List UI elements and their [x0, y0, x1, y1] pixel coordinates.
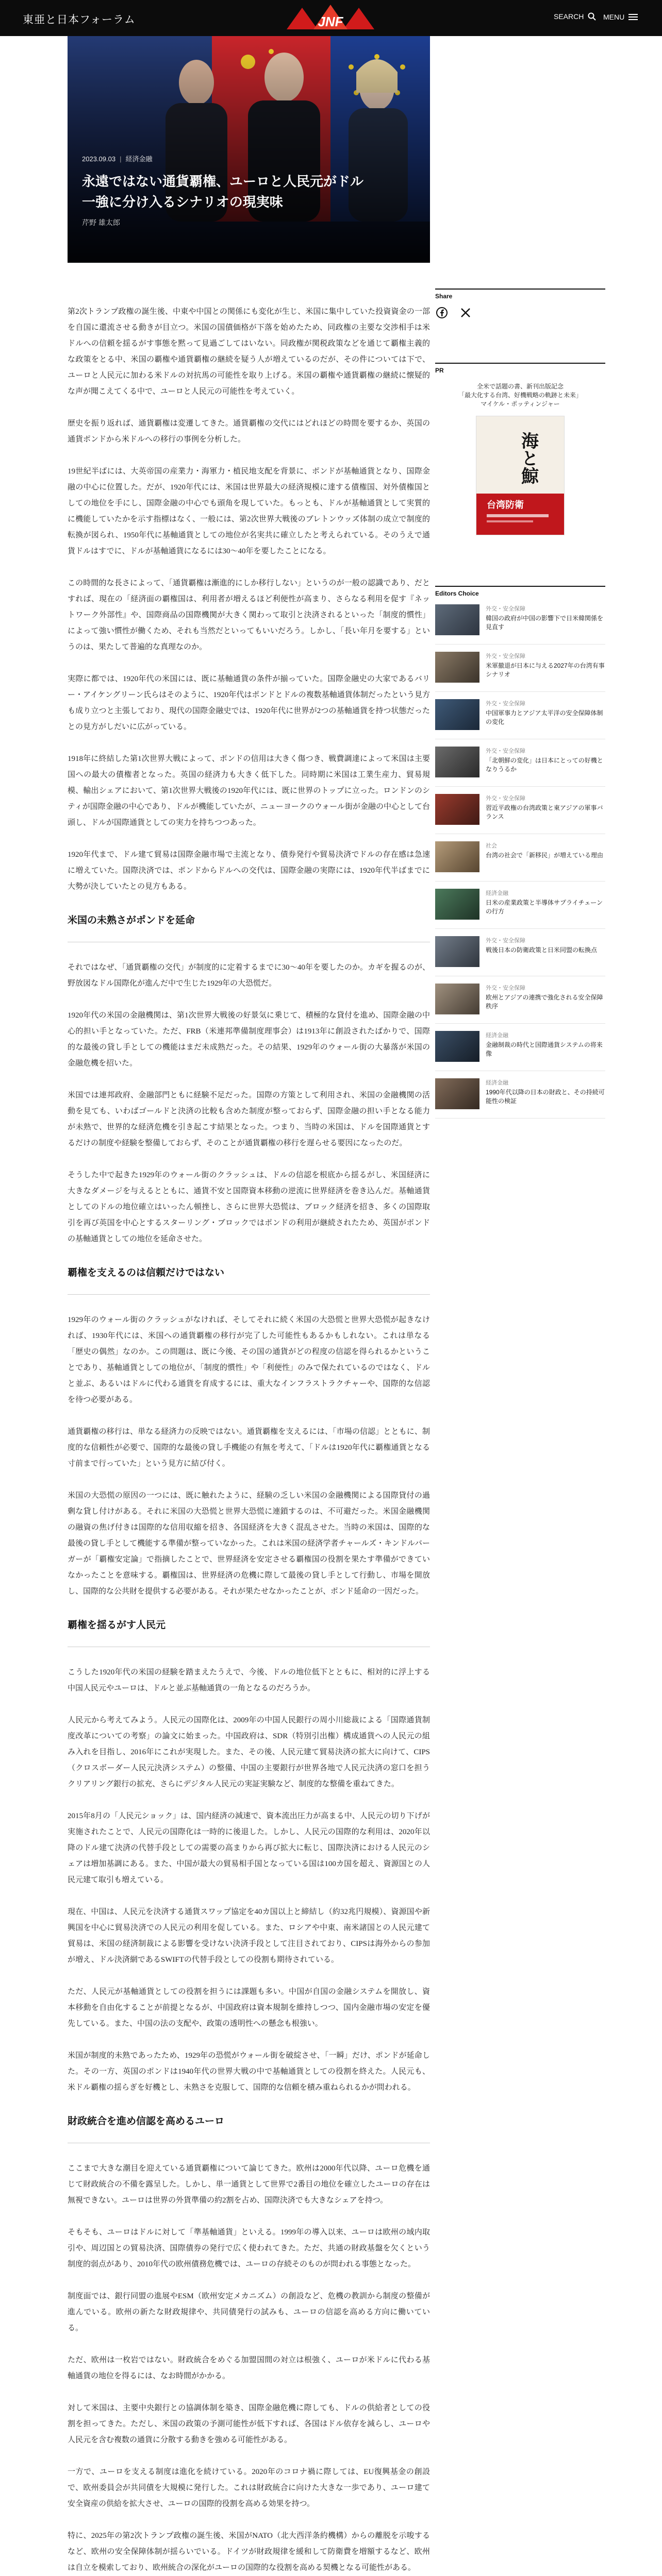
list-item[interactable] — [435, 929, 605, 976]
list-item-category: 社会 — [486, 843, 497, 849]
list-item-title: 米軍撤退が日本に与える2027年の台湾有事シナリオ — [486, 662, 605, 678]
paragraph: 人民元から考えてみよう。人民元の国際化は、2009年の中国人民銀行の周小川総裁による「国際通貨制度改革についての考察」の論文に始まった。中国政府は、SDR（特別引出権）構成通貨への人民元の組み入れを目指し、2016年にこれが実現した。また、その後、人民元建て貿易決済の拡大に向けて、CIPS（クロスボーダー人民元決済システム）の整備、中国の主要銀行が世界各地で人民元決済の窓口を担うクリアリング銀行の拡充、さらにデジタル人民元の実証実験など、制度的な整備を重ねてきた。 — [68, 1716, 430, 1788]
thumbnail — [435, 889, 479, 920]
list-item-category: 外交・安全保障 — [486, 985, 525, 991]
section-heading: 覇権を揺るがす人民元 — [68, 1620, 166, 1631]
hero-image — [68, 36, 430, 263]
list-item-title: 日米の産業政策と半導体サプライチェーンの行方 — [486, 899, 603, 915]
list-item-title: 「北朝鮮の変化」は日本にとっての好機となりうるか — [486, 757, 603, 773]
paragraph: それではなぜ、「通貨覇権の交代」が制度的に定着するまでに30〜40年を要したのか。カギを握るのが、野放図なドル国際化が進んだ中で生じた1929年の大恐慌だ。 — [68, 963, 430, 988]
facebook-share-button[interactable] — [435, 306, 449, 319]
book-cover-image — [476, 416, 565, 535]
paragraph-group-5 — [68, 2161, 430, 2576]
article-title: 永遠ではない通貨覇権、ユーロと人民元がドル一強に分け入るシナリオの現実味 — [82, 174, 364, 210]
list-item-category: 外交・安全保障 — [486, 795, 525, 802]
article-author[interactable]: 芹野 雄太郎 — [82, 218, 120, 227]
jnf-logo[interactable] — [282, 4, 379, 33]
search-button[interactable] — [554, 12, 596, 21]
paragraph: 1918年に終結した第1次世界大戦によって、ポンドの信用は大きく傷つき、戦費調達によって米国は主要国への最大の債権者となった。英国の経済力も大きく低下した。同時期に米国は工業生産力、貿易規模、輸出シェアにおいて、第1次世界大戦後の1920年代には、既に世界のトップに立った。ロンドンのシティが国際金融の中心であり、ドルが機能していたが、ニューヨークのウォール街が金融の中心として台頭し、ドルが国際通貨としての実力を持ちつつあった。 — [68, 755, 430, 827]
paragraph: 実際に都では、1920年代の米国には、既に基軸通貨の条件が揃っていた。国際金融史の大家であるバリー・アイケングリーン氏らはそのように、1920年代はポンドとドルの複数基軸通貨体制だったという見方も成り立つと主張しており、現代の国際金融史では、1920年代に世界が2つの基軸通貨を持つ状態だったとの見方がしだいに広がっている。 — [68, 675, 430, 731]
article-meta: 2023.09.03 | 経済金融 — [82, 155, 153, 163]
editors-choice — [435, 586, 605, 1118]
paragraph-group-1 — [68, 304, 430, 895]
top-navigation-bar — [0, 0, 662, 36]
paragraph: 通貨覇権の移行は、単なる経済力の反映ではない。通貨覇権を支えるには、「市場の信認」とともに、制度的な信頼性が必要で、国際的な最後の貸し手機能の有無を考えて、「ドルは1920年代に覇権通貨となる寸前まで行っていた」という見方に結び付く。 — [68, 1428, 430, 1468]
hero-photo-illustration — [68, 36, 430, 263]
list-item-title: 習近平政権の台湾政策と東アジアの軍事バランス — [486, 804, 603, 820]
paragraph: 第2次トランプ政権の誕生後、中東や中国との関係にも変化が生じ、米国に集中していた投資資金の一部を自国に還流させる動きが目立つ。米国の国債価格が下落を始めたため、同政権の主要な交渉相手は米ドルへの信頼を揺るがす事態を黙って見過ごしてはいない。同政権が関税政策などを通じて覇権主義的な政策をとる中、米国の覇権や通貨覇権の継続を疑う人が増えているのだが、その件については下で、ユーロと人民元に加わる米ドルの対抗馬の可能性を取り上げる。米国の覇権や通貨覇権の継続に懐疑的な声が聞こえてくる中で、ユーロと人民元の可能性を考えていく。 — [68, 308, 430, 396]
facebook-icon — [436, 307, 448, 318]
list-item[interactable] — [435, 787, 605, 834]
sidebar — [435, 289, 605, 1118]
thumbnail — [435, 699, 479, 730]
menu-button[interactable] — [603, 12, 638, 22]
paragraph: 1920年代の米国の金融機関は、第1次世界大戦後の好景気に乗じて、積極的な貸付を進め、国際金融の中心的担い手となっていた。ただ、FRB（米連邦準備制度理事会）は1913年に創設されたばかりで、国際的な最後の貸し手としての機能はまだ未成熟だった。その結果、1929年のウォール街の大暴落が米国の金融危機を招いた。 — [68, 1011, 430, 1067]
book-cover-ad[interactable] — [476, 416, 565, 535]
list-item-title: 中国軍事力とアジア太平洋の安全保障体制の変化 — [486, 709, 603, 725]
pr-text[interactable]: 全米で話題の書、新刊出版記念 「最大化する台湾、好機戦略の軌跡と未来」 マイケル・ポッティンジャー — [458, 383, 582, 408]
paragraph: そもそも、ユーロはドルに対して「準基軸通貨」といえる。1999年の導入以来、ユーロは欧州の域内取引や、周辺国との貿易決済、国際債券の発行で広く使われてきた。ただ、共通の財政基盤を欠くという制度的弱点があり、2010年代の欧州債務危機では、ユーロの存続そのものが問われる事態となった。 — [68, 2228, 430, 2268]
paragraph-group-4 — [68, 1665, 430, 2096]
thumbnail — [435, 652, 479, 683]
list-item-title: 欧州とアジアの連携で強化される安全保障秩序 — [486, 994, 603, 1010]
paragraph: ここまで大きな潮目を迎えている通貨覇権について論じてきた。欧州は2000年代以降、ユーロ危機を通じて財政統合の不備を露呈した。しかし、単一通貨として世界で2番目の地位を確立したユーロの存在は無視できない。ユーロは世界の外貨準備の約2割を占め、国際決済でも大きなシェアを持つ。 — [68, 2164, 430, 2205]
list-item-title: 1990年代以降の日本の財政と、その持続可能性の検証 — [486, 1089, 605, 1105]
paragraph: こうした1920年代の米国の経験を踏まえたうえで、今後、ドルの地位低下とともに、相対的に浮上する中国人民元やユーロは、ドルと並ぶ基軸通貨の一角となるのだろうか。 — [68, 1668, 430, 1692]
divider — [68, 1294, 430, 1295]
list-item-category: 外交・安全保障 — [486, 938, 525, 944]
list-item-category: 経済金融 — [486, 890, 508, 896]
list-item-category: 外交・安全保障 — [486, 748, 525, 754]
paragraph: 歴史を振り返れば、通貨覇権は変遷してきた。通貨覇権の交代にはどれほどの時間を要するか、英国の通貨ポンドから米ドルへの移行の事例を分析した。 — [68, 419, 430, 444]
section-heading: 覇権を支えるのは信頼だけではない — [68, 1267, 225, 1278]
thumbnail — [435, 984, 479, 1014]
list-item[interactable] — [435, 739, 605, 787]
list-item[interactable] — [435, 1071, 605, 1118]
paragraph: そうした中で起きた1929年のウォール街のクラッシュは、ドルの信認を根底から揺るがし、米国経済に大きなダメージを与えるとともに、通貨不安と国際資本移動の逆流に世界経済を巻き込んだ。基軸通貨としてのドルの地位確立はいったん頓挫し、さらに世界大恐慌は、ブロック経済を招き、多くの国際取引を再び英国を中心とするスターリング・ブロックではポンドの利用が継続されたため、英国がポンドの基軸通貨としての地位を延命させた。 — [68, 1171, 430, 1243]
paragraph: 特に、2025年の第2次トランプ政権の誕生後、米国がNATO（北大西洋条約機構）からの離脱を示唆するなど、欧州の安全保障体制が揺らいでいる。ドイツが財政規律を緩和して防衛費を増額するなど、欧州は自立を模索しており、欧州統合の深化がユーロの国際的な役割を高める契機となる可能性がある。 — [68, 2532, 430, 2572]
list-item-title: 金融制裁の時代と国際通貨システムの将来像 — [486, 1041, 603, 1057]
share-heading: Share — [435, 289, 605, 300]
section-heading: 米国の未熟さがポンドを延命 — [68, 915, 195, 926]
list-item[interactable] — [435, 645, 605, 692]
x-icon — [460, 308, 471, 318]
thumbnail — [435, 1078, 479, 1109]
search-icon — [588, 12, 596, 21]
list-item-category: 外交・安全保障 — [486, 606, 525, 612]
paragraph: ただ、人民元が基軸通貨としての役割を担うには課題も多い。中国が自国の金融システムを開放し、資本移動を自由化することが前提となるが、中国政府は資本規制を維持しつつ、国内金融市場の安定を優先している。また、中国の法の支配や、政策の透明性への懸念も根強い。 — [68, 1988, 430, 2028]
paragraph-group-2 — [68, 960, 430, 1247]
list-item[interactable] — [435, 692, 605, 739]
thumbnail — [435, 794, 479, 825]
logo-text: JNF — [318, 14, 343, 29]
article-category[interactable]: 経済金融 — [125, 155, 153, 163]
x-share-button[interactable] — [459, 306, 472, 319]
menu-label: MENU — [603, 13, 625, 21]
paragraph: 米国の大恐慌の原因の一つには、既に触れたように、経験の乏しい米国の金融機関による国際貸付の過剰な貸し付けがある。それに米国の大恐慌と世界大恐慌に連鎖するのは、不可避だった。米国金融機関の融資の焦げ付きは国際的な信用収縮を招き、各国経済を大きく混乱させた。当時の米国は、国際的な最後の貸し手として機能する準備が整っていなかった。これは米国の経済学者チャールズ・キンドルバーガーが「覇権安定論」で指摘したことで、世界経済を安定させる覇権国の役割を果たす準備ができていなかったことを意味する。覇権国は、世界経済の危機に際して最後の貸し手として行動し、市場を開放し、国際的な公共財を提供する必要がある。それが果たせなかったことが、ポンド延命の一因だった。 — [68, 1492, 430, 1596]
list-item[interactable] — [435, 882, 605, 929]
paragraph: 2015年8月の「人民元ショック」は、国内経済の減速で、資本流出圧力が高まる中、人民元の切り下げが実施されたことで、人民元の国際化は一時的に後退した。しかし、人民元の国際的な利用は、2020年以降のドル建て決済の代替手段としての需要の高まりから再び拡大に転じ、国際決済における人民元のシェアは増加基調にある。また、中国が最大の貿易相手国となっている国は100カ国を超え、資源国との人民元建て取引も増えている。 — [68, 1812, 430, 1884]
paragraph: 対して米国は、主要中央銀行との協調体制を築き、国際金融危機に際しても、ドルの供給者としての役割を担ってきた。ただし、米国の政策の予測可能性が低下すれば、各国はドル依存を減らし、ユーロや人民元を含む複数の通貨に分散する動きを強める可能性がある。 — [68, 2404, 430, 2444]
paragraph: 制度面では、銀行同盟の進展やESM（欧州安定メカニズム）の創設など、危機の教訓から制度の整備が進んでいる。欧州の新たな財政規律や、共同債発行の試みも、ユーロの信認を高める方向に働いている。 — [68, 2292, 430, 2332]
list-item-category: 経済金融 — [486, 1032, 508, 1039]
thumbnail — [435, 1031, 479, 1062]
pr-block — [435, 363, 605, 535]
thumbnail — [435, 841, 479, 872]
list-item[interactable] — [435, 976, 605, 1024]
list-item-category: 経済金融 — [486, 1080, 508, 1086]
site-title[interactable]: 東亜と日本フォーラム — [23, 14, 136, 26]
paragraph: 米国が制度的未熟であったため、1929年の恐慌がウォール街を破綻させ、「一瞬」だけ、ポンドが延命した。その一方、英国のポンドは1940年代の世界大戦の中で基軸通貨としての役割を終えた。人民元も、米ドル覇権の揺らぎを好機とし、未熟さを克服して、国際的な信頼を積み重ねられるかが問われる。 — [68, 2052, 430, 2092]
list-item[interactable] — [435, 834, 605, 882]
share-buttons — [435, 306, 605, 319]
hamburger-icon — [628, 12, 638, 22]
thumbnail — [435, 747, 479, 777]
paragraph: 現在、中国は、人民元を決済する通貨スワップ協定を40カ国以上と締結し（約32兆円規模）、資源国や新興国を中心に貿易決済での人民元の利用を促している。また、ロシアや中東、南米諸国との人民元建て貿易は、米国の経済制裁による影響を受けない決済手段として注目されており、CIPSは海外からの参加が増え、ドル決済網であるSWIFTの代替手段としての役割も期待されている。 — [68, 1908, 430, 1964]
list-item-category: 外交・安全保障 — [486, 701, 525, 707]
book-subtitle: 台湾防衛 — [487, 500, 524, 510]
paragraph: ただ、欧州は一枚岩ではない。財政統合をめぐる加盟国間の対立は根強く、ユーロが米ドルに代わる基軸通貨の地位を得るには、なお時間がかかる。 — [68, 2356, 430, 2380]
paragraph: 1929年のウォール街のクラッシュがなければ、そしてそれに続く米国の大恐慌と世界大恐慌が起きなければ、1930年代には、米国への通貨覇権の移行が完了した可能性もあるかもしれない。これは単なる「歴史の偶然」なのか。この問題は、既に今後、その国の通貨がどの程度の信認を得られるかということであり、基軸通貨としての地位が、「制度的慣性」や「利便性」のみで保たれているのではなく、ドルと並ぶ、あるいはドルに代わる通貨を育成するには、重大なインフラストラクチャーや、国際的な信認を待つ必要がある。 — [68, 1316, 430, 1404]
paragraph: この時間的な長さによって、「通貨覇権は漸進的にしか移行しない」というのが一般の認識であり、だとすれば、現在の「経済面の覇権国は、利用者が増えるほど利便性が高まり、さらなる利用を促す『ネットワーク外部性』や、国際商品の国際機関が大きく関わって取引と決済されるといった「制度的慣性」によって強い慣性が働くため、それも当然だといってもいいだろう。しかし、「長い年月を要する」というのは、果たして普遍的な真理なのか。 — [68, 579, 430, 651]
article-date: 2023.09.03 — [82, 155, 116, 163]
list-item-title: 韓国の政府が中国の影響下で日米韓関係を見直す — [486, 615, 604, 631]
thumbnail — [435, 936, 479, 967]
paragraph: 米国では連邦政府、金融部門ともに経験不足だった。国際の方策として利用され、米国の金融機関の活動を見ても、いわばゴールドと決済の比較も含めた制度が整っておらず、国際金融の担い手となる能力が未熟で、世界的な経済危機を引き起こす結果となった。つまり、当時の米国は、ドルを国際通貨とするだけの制度や経験を整備しておらず、そのことが通貨覇権の移行を遅らせる要因になったのだ。 — [68, 1091, 430, 1147]
article-body — [68, 304, 430, 2576]
section-heading: 財政統合を進め信認を高めるユーロ — [68, 2116, 225, 2127]
search-label: SEARCH — [554, 12, 584, 21]
list-item[interactable] — [435, 1024, 605, 1071]
list-item[interactable] — [435, 597, 605, 645]
list-item-category: 外交・安全保障 — [486, 653, 525, 659]
list-item-title: 戦後日本の防衛政策と日米同盟の転換点 — [486, 946, 598, 954]
paragraph: 19世紀半ばには、大英帝国の産業力・海軍力・植民地支配を背景に、ポンドが基軸通貨となり、国際金融の中心に位置した。だが、1920年代には、米国は世界最大の経済規模に達する債権国、対外債権国としての地位を手にし、国際金融の中心でも頭角を現していた。もっとも、ドルが基軸通貨として実質的に機能していたかを示す指標はなく、一般には、第2次世界大戦後のブレトンウッズ体制の成立で制度的転換が図られ、1950年代に基軸通貨としての地位が名実共に確立したと考えられている。そのうえで通貨ドルはすでに、ドルが基軸通貨になるには30〜40年を要したことになる。 — [68, 467, 430, 555]
editors-choice-heading: Editors Choice — [435, 586, 605, 597]
paragraph-group-3 — [68, 1312, 430, 1600]
paragraph: 一方で、ユーロを支える制度は進化を続けている。2020年のコロナ禍に際しては、EU復興基金の創設で、欧州委員会が共同債を大規模に発行した。これは財政統合に向けた大きな一歩であり、ユーロ建て安全資産の供給を拡大させ、ユーロの国際的役割を高める効果を持つ。 — [68, 2468, 430, 2508]
list-item-title: 台湾の社会で「新移民」が増えている理由 — [486, 852, 604, 859]
book-title: 海と鯨 — [518, 432, 538, 484]
paragraph: 1920年代まで、ドル建て貿易は国際金融市場で主流となり、債券発行や貿易決済でドルの存在感は急速に増えていた。国際決済では、ポンドからドルへの交代は、国際金融の実際には、1920年代半ばまでに大勢が決していたとの見方もある。 — [68, 851, 430, 891]
thumbnail — [435, 604, 479, 635]
pr-heading: PR — [435, 363, 605, 374]
